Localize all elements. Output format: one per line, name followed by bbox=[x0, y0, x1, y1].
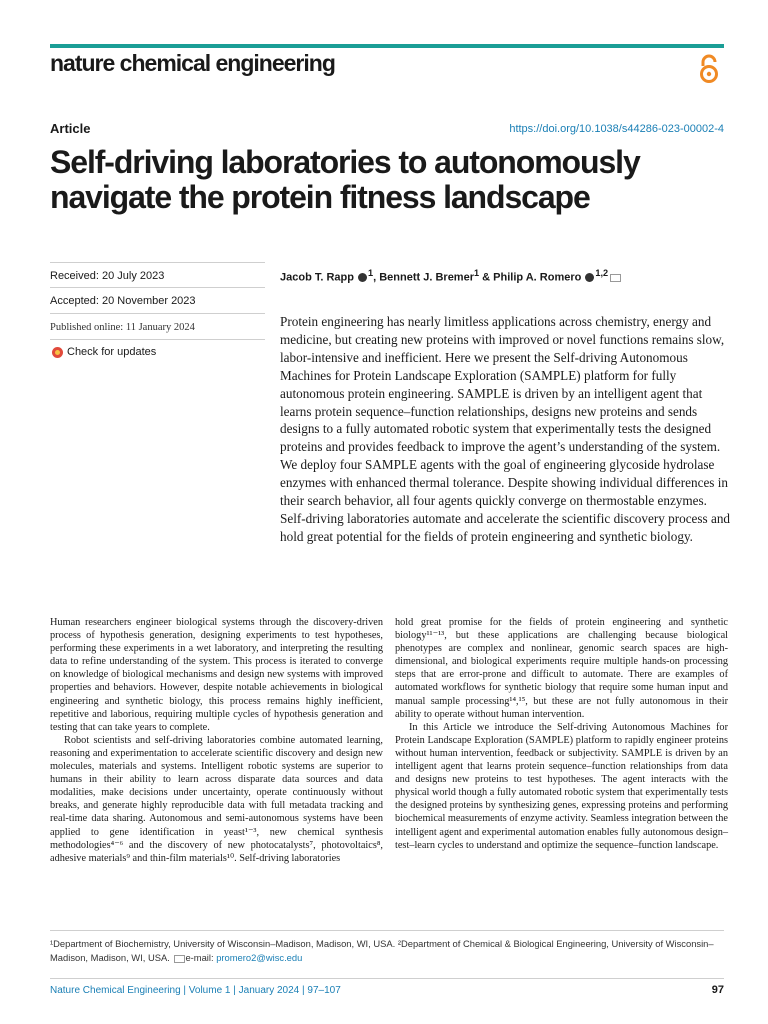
received-date: Received: 20 July 2023 bbox=[50, 262, 265, 288]
check-updates-button[interactable] bbox=[52, 346, 156, 358]
author-name[interactable]: , Bennett J. Bremer bbox=[373, 271, 474, 284]
affiliations-text: ¹Department of Biochemistry, University of Wisconsin–Madison, Madison, WI, USA. ²Department of Chemical & Biological Engineering, University of Wisconsin–Madison, Madison, WI, USA. bbox=[50, 938, 714, 963]
check-updates-label: Check for updates bbox=[67, 346, 157, 358]
article-title: Self-driving laboratories to autonomously navigate the protein fitness landscape bbox=[50, 144, 640, 215]
author-name[interactable]: Jacob T. Rapp bbox=[280, 271, 354, 284]
page-number: 97 bbox=[711, 984, 724, 996]
abstract: Protein engineering has nearly limitless applications across chemistry, energy and medicine, but creating new proteins with improved or novel functions remains slow, labor-intensive and inefficient. Here we present the Self-driving Autonomous Machines for Protein Landscape Exploration (SAMPLE) platform for fully autonomous protein engineering. SAMPLE is driven by an intelligent agent that learns protein sequence–function relationships, designs new proteins and sends designs to a fully automated robotic system that experimentally tests the designed proteins and provides feedback to improve the agent’s understanding of the system. We deploy four SAMPLE agents with the goal of engineering glycoside hydrolase enzymes with enhanced thermal tolerance. Despite showing individual differences in their search behavior, all four agents quickly converge on thermostable enzymes. Self-driving laboratories automate and accelerate the scientific discovery process and hold great potential for the fields of protein engineering and synthetic biology. bbox=[280, 314, 731, 544]
orcid-icon[interactable] bbox=[358, 273, 367, 282]
footer-citation[interactable]: Nature Chemical Engineering | Volume 1 | January 2024 | 97–107 bbox=[50, 985, 341, 996]
footer-divider bbox=[50, 978, 724, 979]
header-accent-bar bbox=[50, 44, 724, 48]
orcid-icon[interactable] bbox=[585, 273, 594, 282]
article-type: Article bbox=[50, 121, 91, 136]
doi-link[interactable]: https://doi.org/10.1038/s44286-023-00002-4 bbox=[509, 123, 724, 135]
body-column-right bbox=[395, 616, 728, 852]
affiliation-sup: 1 bbox=[368, 268, 374, 278]
email-label: e-mail: bbox=[185, 952, 214, 963]
accepted-date: Accepted: 20 November 2023 bbox=[50, 288, 265, 314]
author-list bbox=[280, 268, 621, 284]
journal-name[interactable]: nature chemical engineering bbox=[50, 50, 335, 76]
author-name[interactable]: & Philip A. Romero bbox=[479, 271, 582, 284]
open-access-icon bbox=[696, 54, 722, 84]
body-column-left bbox=[50, 616, 383, 865]
check-updates-icon bbox=[52, 347, 63, 358]
affiliation-sup: 1,2 bbox=[595, 268, 609, 278]
body-paragraph: hold great promise for the fields of protein engineering and synthetic biology¹¹⁻¹³, but these applications are challenging because biological phenotypes are complex and nonlinear, genomic search spaces are high-dimensional, and biological experiments require multiple hands-on processing steps that are error-prone and difficult to automate. There are examples of automated workflows for synthetic biology that require some human input and manual sample processing¹⁴,¹⁵, but these are not fully autonomous in their ability to operate without human intervention. bbox=[395, 617, 728, 720]
affiliations-footnote bbox=[50, 937, 724, 965]
body-paragraph: In this Article we introduce the Self-driving Autonomous Machines for Protein Landscape Exploration (SAMPLE) platform to rapidly engineer proteins without human intervention, feedback or subjectivity. SAMPLE is driven by an intelligent agent that learns protein sequence–function relationships from data and designs new proteins to test hypotheses. The agent interacts with the physical world though a fully automated robotic system that experimentally tests the designed proteins by synthesizing genes, expressing proteins and performing biochemical measurements of enzyme activity. Seamless integration between the intelligent agent and experimental automation enables fully autonomous design–test–learn cycles to understand and optimize the sequence–function landscape. bbox=[395, 721, 729, 851]
envelope-icon bbox=[174, 955, 185, 963]
footnote-divider bbox=[50, 930, 724, 931]
envelope-icon[interactable] bbox=[610, 274, 621, 282]
affiliation-sup: 1 bbox=[474, 268, 480, 278]
body-paragraph: Human researchers engineer biological systems through the discovery-driven process of hypothesis generation, designing experiments to test hypotheses, performing these experiments in a wet laboratory, and interpreting the resulting data to refine understanding of the system. This process is iterated to converge on knowledge of biological mechanisms and design new systems with improved properties and behaviors. However, despite notable achievements in biological engineering and synthetic biology, this process remains highly inefficient, repetitive and laborious, requiring multiple cycles of hypothesis generation and testing that can take years to complete. bbox=[50, 617, 383, 733]
published-date: Published online: 11 January 2024 bbox=[50, 314, 265, 340]
email-link[interactable]: promero2@wisc.edu bbox=[216, 952, 303, 963]
body-paragraph: Robot scientists and self-driving laboratories combine automated learning, reasoning and experimentation to accelerate scientific discovery and design new molecules, materials and systems. Intelligent robotic systems are superior to humans in their ability to learn across disparate data sources and data modalities, make decisions under uncertainty, operate continuously without breaks, and generate highly reproducible data with full metadata tracking and real-time data sharing. Autonomous and semi-autonomous systems have been applied to gene identification in yeast¹⁻³, new chemical synthesis methodologies⁴⁻⁶ and the discovery of new photocatalysts⁷, photovoltaics⁸, adhesive materials⁹ and thin-film materials¹⁰. Self-driving laboratories bbox=[50, 734, 383, 864]
